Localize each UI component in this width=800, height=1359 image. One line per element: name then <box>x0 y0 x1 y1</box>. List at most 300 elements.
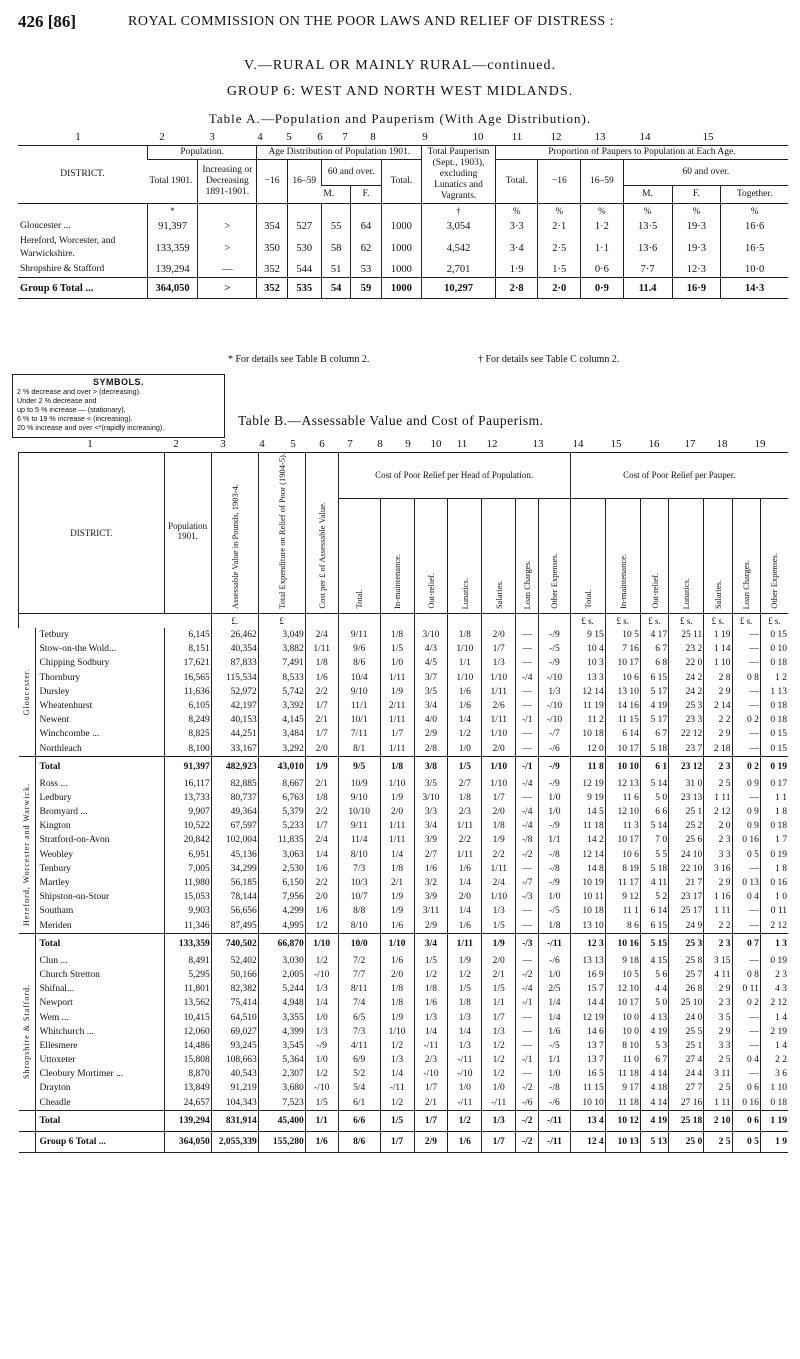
cell-per-pauper: 1 14 <box>704 642 732 656</box>
cell-per-head: 2/7 <box>448 777 482 791</box>
cell-tot: 1000 <box>381 262 422 278</box>
cell-per-pauper: — <box>732 791 760 805</box>
cell-district: Northleach <box>35 741 164 756</box>
cell-per-head: 1/3 <box>448 1010 482 1024</box>
table-b-title: Table B.—Assessable Value and Cost of Pauperism. <box>238 413 544 428</box>
cell-assessable: 44,251 <box>211 727 258 741</box>
cell-per-head: 3/10 <box>414 791 448 805</box>
mark-cell: % <box>721 204 788 220</box>
col-number: 5 <box>286 131 292 143</box>
table-row <box>19 904 789 918</box>
cell-per-head: -/1 <box>516 713 539 727</box>
cell-per-pauper: 1 9 <box>760 1131 788 1152</box>
group-total-row <box>19 933 789 954</box>
cell-per-pauper: 2 9 <box>704 1025 732 1039</box>
cell-cost-per-pound: 2/4 <box>305 833 338 847</box>
group-label <box>19 954 36 1111</box>
cell-assessable: 102,004 <box>211 833 258 847</box>
cell-per-pauper: 6 7 <box>640 642 668 656</box>
col-total: Total. <box>381 160 422 204</box>
cell-per-head: 6/5 <box>338 1010 380 1024</box>
cell-per-head: -/6 <box>539 741 570 756</box>
cell-a16: 544 <box>287 262 321 278</box>
cell-per-head: 1/1 <box>539 833 570 847</box>
cell-per-pauper: 1 11 <box>704 791 732 805</box>
cell-assessable: 49,364 <box>211 805 258 819</box>
cell-p16: 1·1 <box>581 234 624 262</box>
cell-population: 8,249 <box>164 713 211 727</box>
cell-per-pauper: 6 6 <box>640 805 668 819</box>
cell-per-pauper: 1 4 <box>760 1010 788 1024</box>
cell-per-head: 2/6 <box>482 699 516 713</box>
cell <box>19 933 36 954</box>
cell-per-pauper: 22 10 <box>669 862 704 876</box>
cell-per-head: -/8 <box>539 862 570 876</box>
table-row <box>19 1039 789 1053</box>
cell-population: 8,870 <box>164 1067 211 1081</box>
cell-per-head: -/2 <box>516 968 539 982</box>
cell-per-head: 1/10 <box>380 1025 414 1039</box>
cell-per-head: -/9 <box>539 628 570 642</box>
cell-per-head: -/8 <box>539 1081 570 1095</box>
table-row <box>19 670 789 684</box>
cell-expenditure: 4,299 <box>258 904 305 918</box>
cell-per-head: -/2 <box>516 1131 539 1152</box>
cell-per-head: 1/7 <box>380 1131 414 1152</box>
cell-district: Whitchurch ... <box>35 1025 164 1039</box>
cell-per-pauper: 14 8 <box>570 862 605 876</box>
cell-cost-per-pound: 1/2 <box>305 918 338 933</box>
symbol-line: 2 % decrease and over > (decreasing). <box>17 387 142 396</box>
cell-per-pauper: 3 5 <box>704 1010 732 1024</box>
col-sub-header <box>448 498 482 613</box>
cell-per-pauper: — <box>732 741 760 756</box>
cell-per-pauper: 4 15 <box>640 954 668 968</box>
cell-expenditure: 8,533 <box>258 670 305 684</box>
cell-district: Tetbury <box>35 628 164 642</box>
cell-ptog: 10·0 <box>721 262 788 278</box>
cell-per-head: — <box>516 642 539 656</box>
cell-per-head: 1/1 <box>482 996 516 1010</box>
cell-paup: 3,054 <box>422 219 496 234</box>
cell-population: 16,117 <box>164 777 211 791</box>
cell-per-pauper: 5 17 <box>640 685 668 699</box>
cell-per-pauper: 1 4 <box>760 1039 788 1053</box>
cell-per-head: 4/0 <box>414 713 448 727</box>
cell-per-pauper: 14 6 <box>570 1025 605 1039</box>
cell-per-head: 9/11 <box>338 819 380 833</box>
cell-per-pauper: 10 3 <box>570 656 605 670</box>
cell-per-pauper: 12 4 <box>570 1131 605 1152</box>
cell-per-pauper: 10 5 <box>605 968 640 982</box>
table-row <box>19 791 789 805</box>
cell-per-head: 3/5 <box>414 685 448 699</box>
col-sub-label: Out-relief. <box>649 573 660 609</box>
cell-per-pauper: 25 5 <box>669 1025 704 1039</box>
cell-per-pauper: 0 6 <box>732 1081 760 1095</box>
mark-cell <box>381 204 422 220</box>
cell-expenditure: 66,870 <box>258 933 305 954</box>
cell-per-pauper: 10 5 <box>605 628 640 642</box>
table-row <box>19 656 789 670</box>
cell-per-pauper: 2 2 <box>704 918 732 933</box>
cell-assessable: 45,136 <box>211 848 258 862</box>
cell-per-head: 7/2 <box>338 954 380 968</box>
cell-per-head: 1/0 <box>539 791 570 805</box>
table-row <box>19 699 789 713</box>
cell-per-head: 5/4 <box>338 1081 380 1095</box>
group-name: Gloucester. <box>21 668 31 716</box>
cell-per-pauper: 0 4 <box>732 1053 760 1067</box>
cell-per-pauper: 1 7 <box>760 833 788 847</box>
cell-per-head: 1/7 <box>482 642 516 656</box>
symbol-line: 20 % increase and over <*(rapidly increasing). <box>17 423 165 432</box>
cell-per-pauper: 1 10 <box>704 656 732 670</box>
cell-population: 17,621 <box>164 656 211 670</box>
cell-per-pauper: 25 18 <box>669 1110 704 1131</box>
cell-per-head: -/9 <box>539 819 570 833</box>
cell-per-pauper: 2 3 <box>760 968 788 982</box>
cell <box>482 613 516 628</box>
group-name: Shropshire & Stafford. <box>21 984 31 1080</box>
cell-per-head: 5/2 <box>338 1067 380 1081</box>
total-cell-ptot: 2·8 <box>495 278 538 299</box>
cell-per-head: 1/8 <box>380 628 414 642</box>
cell-per-pauper: 2 12 <box>760 996 788 1010</box>
cell-per-head: 1/6 <box>448 685 482 699</box>
cell-per-pauper: 0 18 <box>760 1096 788 1111</box>
total-cell-pu16: 2·0 <box>538 278 581 299</box>
cell-cost-per-pound: 1/4 <box>305 848 338 862</box>
cell-assessable: 56,185 <box>211 876 258 890</box>
cell-expenditure: 5,379 <box>258 805 305 819</box>
cell-assessable: 115,534 <box>211 670 258 684</box>
cell-per-head: 1/8 <box>380 862 414 876</box>
running-title: ROYAL COMMISSION ON THE POOR LAWS AND RELIEF OF DISTRESS : <box>128 14 615 29</box>
cell-per-head: 1/10 <box>482 727 516 741</box>
group-total-row <box>19 756 789 777</box>
cell-district: Shifnal... <box>35 982 164 996</box>
cell-per-head: 1/2 <box>414 968 448 982</box>
col-m: M. <box>321 186 351 204</box>
cell-per-pauper: 13 7 <box>570 1039 605 1053</box>
cell-m: 55 <box>321 219 351 234</box>
cell-per-head: 2/9 <box>414 1131 448 1152</box>
cell-per-head: -/11 <box>448 1096 482 1111</box>
cell-per-head: 2/0 <box>482 628 516 642</box>
cell-per-head: 1/8 <box>539 918 570 933</box>
cell-per-head: 1/3 <box>482 904 516 918</box>
cell-per-head: 9/5 <box>338 756 380 777</box>
cell-assessable: 831,914 <box>211 1110 258 1131</box>
cell-per-head: -/3 <box>516 890 539 904</box>
cell-per-pauper: 1 3 <box>760 933 788 954</box>
cell-per-pauper: 0 10 <box>760 642 788 656</box>
cell-per-pauper: 11 18 <box>570 819 605 833</box>
table-row <box>19 628 789 642</box>
cell-per-pauper: 2 9 <box>704 685 732 699</box>
col-number: 10 <box>430 438 442 450</box>
col-sub-header <box>732 498 760 613</box>
cell-per-pauper: — <box>732 904 760 918</box>
cell-cost-per-pound: 1/7 <box>305 727 338 741</box>
col-sub-label: Lunatics. <box>459 577 470 609</box>
cell-cost-per-pound: 1/3 <box>305 1025 338 1039</box>
cell-per-head: -/1 <box>516 996 539 1010</box>
cell-expenditure: 2,530 <box>258 862 305 876</box>
cell-per-pauper: 1 2 <box>760 670 788 684</box>
cell-per-pauper: 11 18 <box>605 1067 640 1081</box>
cell-per-head: 4/11 <box>338 1039 380 1053</box>
cell-per-pauper: 24 4 <box>669 1067 704 1081</box>
total-cell-a16: 535 <box>287 278 321 299</box>
cell-per-head: 1/5 <box>414 954 448 968</box>
cell-assessable: 740,502 <box>211 933 258 954</box>
cell-per-head: 10/3 <box>338 876 380 890</box>
cell-per-head: -/8 <box>516 833 539 847</box>
cell-district: Kington <box>35 819 164 833</box>
cell-population: 13,733 <box>164 791 211 805</box>
cell-per-head: 2/7 <box>414 848 448 862</box>
cell-per-head: 2/8 <box>414 741 448 756</box>
cell-per-head: 8/6 <box>338 1131 380 1152</box>
cell-per-pauper: 12 0 <box>570 741 605 756</box>
cell-per-head: 1/4 <box>414 1025 448 1039</box>
cell-per-pauper: 21 7 <box>669 876 704 890</box>
cell-expenditure: 11,835 <box>258 833 305 847</box>
cell-paup: 2,701 <box>422 262 496 278</box>
cell-cost-per-pound: 1/3 <box>305 982 338 996</box>
cell-per-pauper: 5 18 <box>640 862 668 876</box>
cell-per-pauper: 3 6 <box>760 1067 788 1081</box>
col-number: 4 <box>257 131 263 143</box>
col-p-60-over: 60 and over. <box>623 160 788 186</box>
cell-expenditure: 155,280 <box>258 1131 305 1152</box>
cell-assessable: 67,597 <box>211 819 258 833</box>
cell-per-head: 1/4 <box>539 996 570 1010</box>
cell-district: Weobley <box>35 848 164 862</box>
cell-per-pauper: 6 1 <box>640 756 668 777</box>
col-number: 11 <box>511 131 523 143</box>
cell-per-head: -/7 <box>516 876 539 890</box>
cell-per-pauper: 3 3 <box>704 848 732 862</box>
cell-per-head: 1/8 <box>448 628 482 642</box>
mark-cell <box>287 204 321 220</box>
cell-per-pauper: 2 12 <box>704 805 732 819</box>
cell-per-pauper: 4 19 <box>640 1110 668 1131</box>
page-header <box>18 12 786 34</box>
cell-per-head: 1/0 <box>539 968 570 982</box>
cell-per-pauper: 10 10 <box>605 756 640 777</box>
cell-per-head: 2/3 <box>448 805 482 819</box>
col-total-pauperism: Total Pauperism (Sept., 1903), excluding Lunatics and Vagrants. <box>422 146 496 204</box>
cell-cost-per-pound: 1/8 <box>305 791 338 805</box>
cell-per-head: 2/1 <box>380 876 414 890</box>
units-row <box>19 613 789 628</box>
cell-per-head: 2/4 <box>482 876 516 890</box>
cell-per-pauper: 2 9 <box>704 982 732 996</box>
cell-assessable: 33,167 <box>211 741 258 756</box>
cell-per-pauper: 4 13 <box>640 1010 668 1024</box>
cell-assessable: 64,510 <box>211 1010 258 1024</box>
cell-per-head: 1/7 <box>380 727 414 741</box>
cell-per-pauper: 12 14 <box>570 848 605 862</box>
cell-per-pauper: 0 19 <box>760 954 788 968</box>
cell-per-pauper: 2 9 <box>704 876 732 890</box>
cell-cost-per-pound: -/10 <box>305 1081 338 1095</box>
cell-per-head: 4/5 <box>414 656 448 670</box>
cell-per-head: 7/4 <box>338 996 380 1010</box>
cell-per-pauper: 13 13 <box>570 954 605 968</box>
cell-per-head: 1/9 <box>380 904 414 918</box>
cell-per-head: 1/4 <box>380 848 414 862</box>
cell-population: 8,151 <box>164 642 211 656</box>
cell-population: 8,825 <box>164 727 211 741</box>
cell-district: Chipping Sodbury <box>35 656 164 670</box>
cell-expenditure: 5,742 <box>258 685 305 699</box>
cell-population: 13,562 <box>164 996 211 1010</box>
cell-district: Winchcombe ... <box>35 727 164 741</box>
cell-cost-per-pound: 1/6 <box>305 670 338 684</box>
col-f: F. <box>351 186 381 204</box>
cell-per-head: 1/6 <box>414 996 448 1010</box>
cell-population: 6,951 <box>164 848 211 862</box>
cell-assessable: 78,144 <box>211 890 258 904</box>
cell-per-head: 1/3 <box>482 656 516 670</box>
mark-cell <box>257 204 287 220</box>
cell-per-pauper: — <box>732 656 760 670</box>
cell-population: 139,294 <box>164 1110 211 1131</box>
table-row <box>19 727 789 741</box>
cell-per-pauper: 2 3 <box>704 933 732 954</box>
cell-p16: 0·6 <box>581 262 624 278</box>
cell-cost-per-pound: 2/1 <box>305 777 338 791</box>
symbols-title: SYMBOLS. <box>92 377 144 387</box>
cell-per-pauper: 0 9 <box>732 777 760 791</box>
cell-pu16: 2·5 <box>538 234 581 262</box>
cell-assessable: 52,972 <box>211 685 258 699</box>
col-increasing: Increasing or Decreasing 1891-1901. <box>198 160 257 204</box>
col-sub-header <box>704 498 732 613</box>
cell-per-head: 3/11 <box>414 904 448 918</box>
cell-population: 133,359 <box>164 933 211 954</box>
cell-per-pauper: — <box>732 628 760 642</box>
cell-district: Group 6 Total ... <box>35 1131 164 1152</box>
mark-cell <box>198 204 257 220</box>
cell-assessable: 34,299 <box>211 862 258 876</box>
cell-per-head: 2/2 <box>482 848 516 862</box>
col-sub-header <box>482 498 516 613</box>
cell-per-pauper: 2 0 <box>704 819 732 833</box>
table-a <box>18 145 788 299</box>
cell-expenditure: 3,545 <box>258 1039 305 1053</box>
symbol-line: up to 5 % increase — (stationary). <box>17 405 126 414</box>
cell-per-head: 2/0 <box>448 890 482 904</box>
table-row <box>19 1025 789 1039</box>
cell-per-head: 2/5 <box>539 982 570 996</box>
cell-per-pauper: 10 13 <box>605 1131 640 1152</box>
cell-cost-per-pound: 1/8 <box>305 656 338 670</box>
cell-per-head: 2/0 <box>380 968 414 982</box>
cell-per-pauper: 0 16 <box>760 876 788 890</box>
cell-per-head: -/9 <box>539 876 570 890</box>
cell-per-head: 3/4 <box>414 699 448 713</box>
cell-assessable: 482,923 <box>211 756 258 777</box>
section-title: V.—RURAL OR MAINLY RURAL—continued. <box>244 58 556 73</box>
cell-district: Newent <box>35 713 164 727</box>
cell-per-head: -/7 <box>539 727 570 741</box>
col-sub-label: Lunatics. <box>681 577 692 609</box>
col-number: 7 <box>342 131 348 143</box>
cell-district: Cheadle <box>35 1096 164 1111</box>
cell-per-pauper: 13 10 <box>605 685 640 699</box>
total-row <box>18 278 788 299</box>
cell-per-head: -/5 <box>539 1039 570 1053</box>
cell-district: Cleobury Mortimer ... <box>35 1067 164 1081</box>
cell-ptog: 16·6 <box>721 219 788 234</box>
cell-per-head: 1/4 <box>448 876 482 890</box>
cell-per-pauper: 11 1 <box>605 904 640 918</box>
cell-a16: 527 <box>287 219 321 234</box>
cell-per-head: 1/7 <box>482 1131 516 1152</box>
cell-per-head: 1/11 <box>482 685 516 699</box>
cell-per-head: 2/0 <box>482 805 516 819</box>
cell-per-pauper: 5 5 <box>640 848 668 862</box>
cell-population: 91,397 <box>164 756 211 777</box>
cell-assessable: 40,153 <box>211 713 258 727</box>
cell-per-pauper: 11 18 <box>605 1096 640 1111</box>
cell-per-pauper: 0 2 <box>732 713 760 727</box>
cell-per-head: 1/9 <box>380 1010 414 1024</box>
cell-district: Drayton <box>35 1081 164 1095</box>
cell-per-head: 3/9 <box>414 833 448 847</box>
mark-cell: % <box>495 204 538 220</box>
cell-per-pauper: 23 2 <box>669 642 704 656</box>
cell <box>19 756 36 777</box>
cell-assessable: 75,414 <box>211 996 258 1010</box>
cell-per-pauper: 12 13 <box>605 777 640 791</box>
total-cell-f: 59 <box>351 278 381 299</box>
cell-per-head: -/4 <box>516 819 539 833</box>
cell-per-pauper: 10 12 <box>605 1110 640 1131</box>
symbols-legend <box>12 374 225 438</box>
cell-per-pauper: 11 3 <box>605 819 640 833</box>
col-cost_per_pound-label: Cost per £ of Assessable Value. <box>316 502 327 609</box>
cell-per-head: 1/0 <box>448 1081 482 1095</box>
cell-per-pauper: — <box>732 1010 760 1024</box>
col-sub-header <box>640 498 668 613</box>
cell-expenditure: 3,392 <box>258 699 305 713</box>
table-row <box>19 954 789 968</box>
cell-per-pauper: 2 5 <box>704 777 732 791</box>
grand-total-row <box>19 1131 789 1152</box>
cell-per-pauper: 25 1 <box>669 1039 704 1053</box>
cell-per-head: 3/9 <box>414 890 448 904</box>
cell-per-head: 1/0 <box>380 656 414 670</box>
cell-per-head: — <box>516 741 539 756</box>
cell-per-head: 1/6 <box>539 1025 570 1039</box>
cell-per-pauper: — <box>732 727 760 741</box>
table-row <box>19 833 789 847</box>
cell-per-head: 1/9 <box>380 791 414 805</box>
cell-per-pauper: 4 4 <box>640 982 668 996</box>
cell-per-pauper: 25 1 <box>669 805 704 819</box>
cell-population: 11,636 <box>164 685 211 699</box>
cell-per-pauper: 10 19 <box>570 876 605 890</box>
cell-per-pauper: 10 0 <box>605 1025 640 1039</box>
cell-population: 9,907 <box>164 805 211 819</box>
cell-district: Hereford, Worcester, and Warwickshire. <box>20 236 116 259</box>
